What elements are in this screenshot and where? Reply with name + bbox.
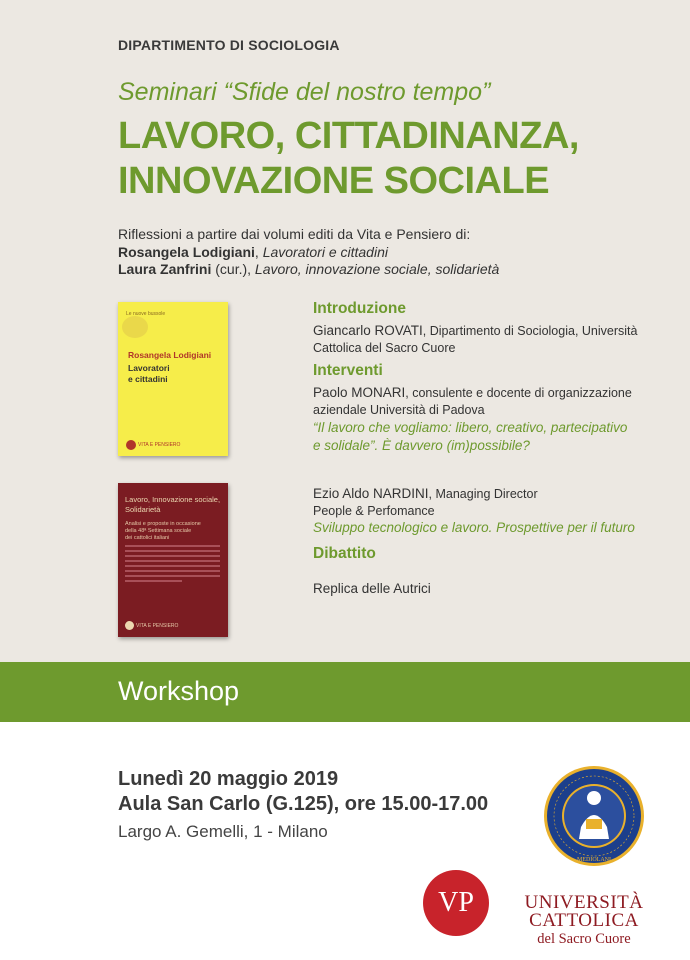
book-title <box>128 363 170 385</box>
workshop-label: Workshop <box>118 676 240 706</box>
book-title-line: Lavoratori <box>128 363 170 373</box>
contributors-list <box>125 545 220 585</box>
event-address: Largo A. Gemelli, 1 - Milano <box>118 822 328 841</box>
intro-speaker-line-1 <box>313 322 637 340</box>
intro-book-2 <box>118 261 499 279</box>
book-title-line: e cittadini <box>128 374 168 384</box>
curator-note: (cur.), <box>211 261 255 277</box>
book-author: Rosangela Lodigiani <box>128 350 212 360</box>
university-logotype <box>520 894 648 948</box>
vp-icon <box>125 621 134 630</box>
book-subtitle-line: dei cattolici italiani <box>125 535 170 541</box>
speaker-affiliation: , Managing Director <box>428 487 538 501</box>
speaker-2-line-1 <box>313 485 538 503</box>
book-subtitle <box>125 521 201 542</box>
university-seal-icon <box>543 765 645 872</box>
speaker-name: Ezio Aldo NARDINI <box>313 486 429 501</box>
book-series-label: Le nuove bussole <box>126 311 166 317</box>
speaker-2-talk-title: Sviluppo tecnologico e lavoro. Prospettive per il futuro <box>313 520 635 535</box>
section-dibattito <box>313 545 376 563</box>
book-subtitle-line: della 48ª Settimana sociale <box>125 528 192 534</box>
vp-logo-icon <box>423 870 489 936</box>
speaker-name: Paolo MONARI <box>313 385 406 400</box>
book-title <box>125 495 220 515</box>
title-line-1: LAVORO, CITTADINANZA, <box>118 115 579 157</box>
intro-text <box>118 226 499 279</box>
closing-remarks: Replica delle Autrici <box>313 581 431 596</box>
section-interventi <box>313 362 383 380</box>
event-date: Lunedì 20 maggio 2019 <box>118 768 339 790</box>
intro-book-1: Rosangela Lodigiani, Lavoratori e cittadini <box>118 243 388 260</box>
talk-title-line: e solidale”. È davvero (im)possibile? <box>313 438 530 453</box>
book-subtitle-line: Analisi e proposte in occasione <box>125 521 201 527</box>
book-publisher <box>126 440 182 450</box>
publisher-name: VITA E PENSIERO <box>138 442 181 448</box>
speaker-affiliation: aziendale Università di Padova <box>313 403 485 417</box>
talk-title-line: “Il lavoro che vogliamo: libero, creativo, partecipativo <box>313 420 628 435</box>
book-cover-lavoratori <box>118 302 228 456</box>
publisher-name: VITA E PENSIERO <box>136 622 179 629</box>
ornament-icon <box>122 316 148 338</box>
author-2: Laura Zanfrini <box>118 261 212 277</box>
book-title-line: Lavoro, Innovazione sociale, <box>125 495 221 504</box>
seminar-series: Seminari “Sfide del nostro tempo” <box>118 78 491 106</box>
speaker-1-talk-title <box>313 419 627 455</box>
event-details <box>118 767 488 817</box>
intro-speaker <box>313 322 637 357</box>
speaker-affiliation: , consulente e docente di organizzazione <box>405 386 632 400</box>
speaker-affiliation: Cattolica del Sacro Cuore <box>313 341 456 355</box>
book-publisher <box>125 621 180 630</box>
title-line-2: INNOVAZIONE SOCIALE <box>118 160 550 202</box>
section-introduzione <box>313 300 406 318</box>
heading-interventi: Interventi <box>313 362 383 379</box>
seal-motto: MEDIOLANI <box>577 857 611 863</box>
speaker-affiliation: , Dipartimento di Sociologia, Università <box>422 324 638 338</box>
university-line-1: UNIVERSITÀ <box>524 892 644 913</box>
speaker-1-line-1 <box>313 384 632 402</box>
speaker-2 <box>313 485 538 520</box>
speaker-name: Giancarlo ROVATI <box>313 323 423 338</box>
page-title <box>118 114 579 204</box>
department-label: DIPARTIMENTO DI SOCIOLOGIA <box>118 37 340 53</box>
vp-icon <box>126 440 136 450</box>
book-1-title: Lavoratori e cittadini <box>262 243 388 260</box>
heading-dibattito: Dibattito <box>313 545 376 562</box>
event-room: Aula San Carlo (G.125), ore 15.00-17.00 <box>118 793 489 815</box>
book-2-title: Lavoro, innovazione sociale, solidarietà <box>254 261 500 277</box>
vp-logo-text: VP <box>438 887 474 918</box>
book-title-line: Solidarietà <box>125 505 161 514</box>
author-1: Rosangela Lodigiani <box>118 243 255 260</box>
heading-introduzione: Introduzione <box>313 300 406 317</box>
speaker-affiliation: People & Perfomance <box>313 504 435 518</box>
speaker-1 <box>313 384 632 419</box>
university-line-3: del Sacro Cuore <box>537 931 631 947</box>
book-cover-solidarieta <box>118 483 228 637</box>
university-line-2: CATTOLICA <box>529 910 639 931</box>
workshop-banner <box>0 662 690 722</box>
intro-line: Riflessioni a partire dai volumi editi da Vita e Pensiero di: <box>118 226 471 242</box>
